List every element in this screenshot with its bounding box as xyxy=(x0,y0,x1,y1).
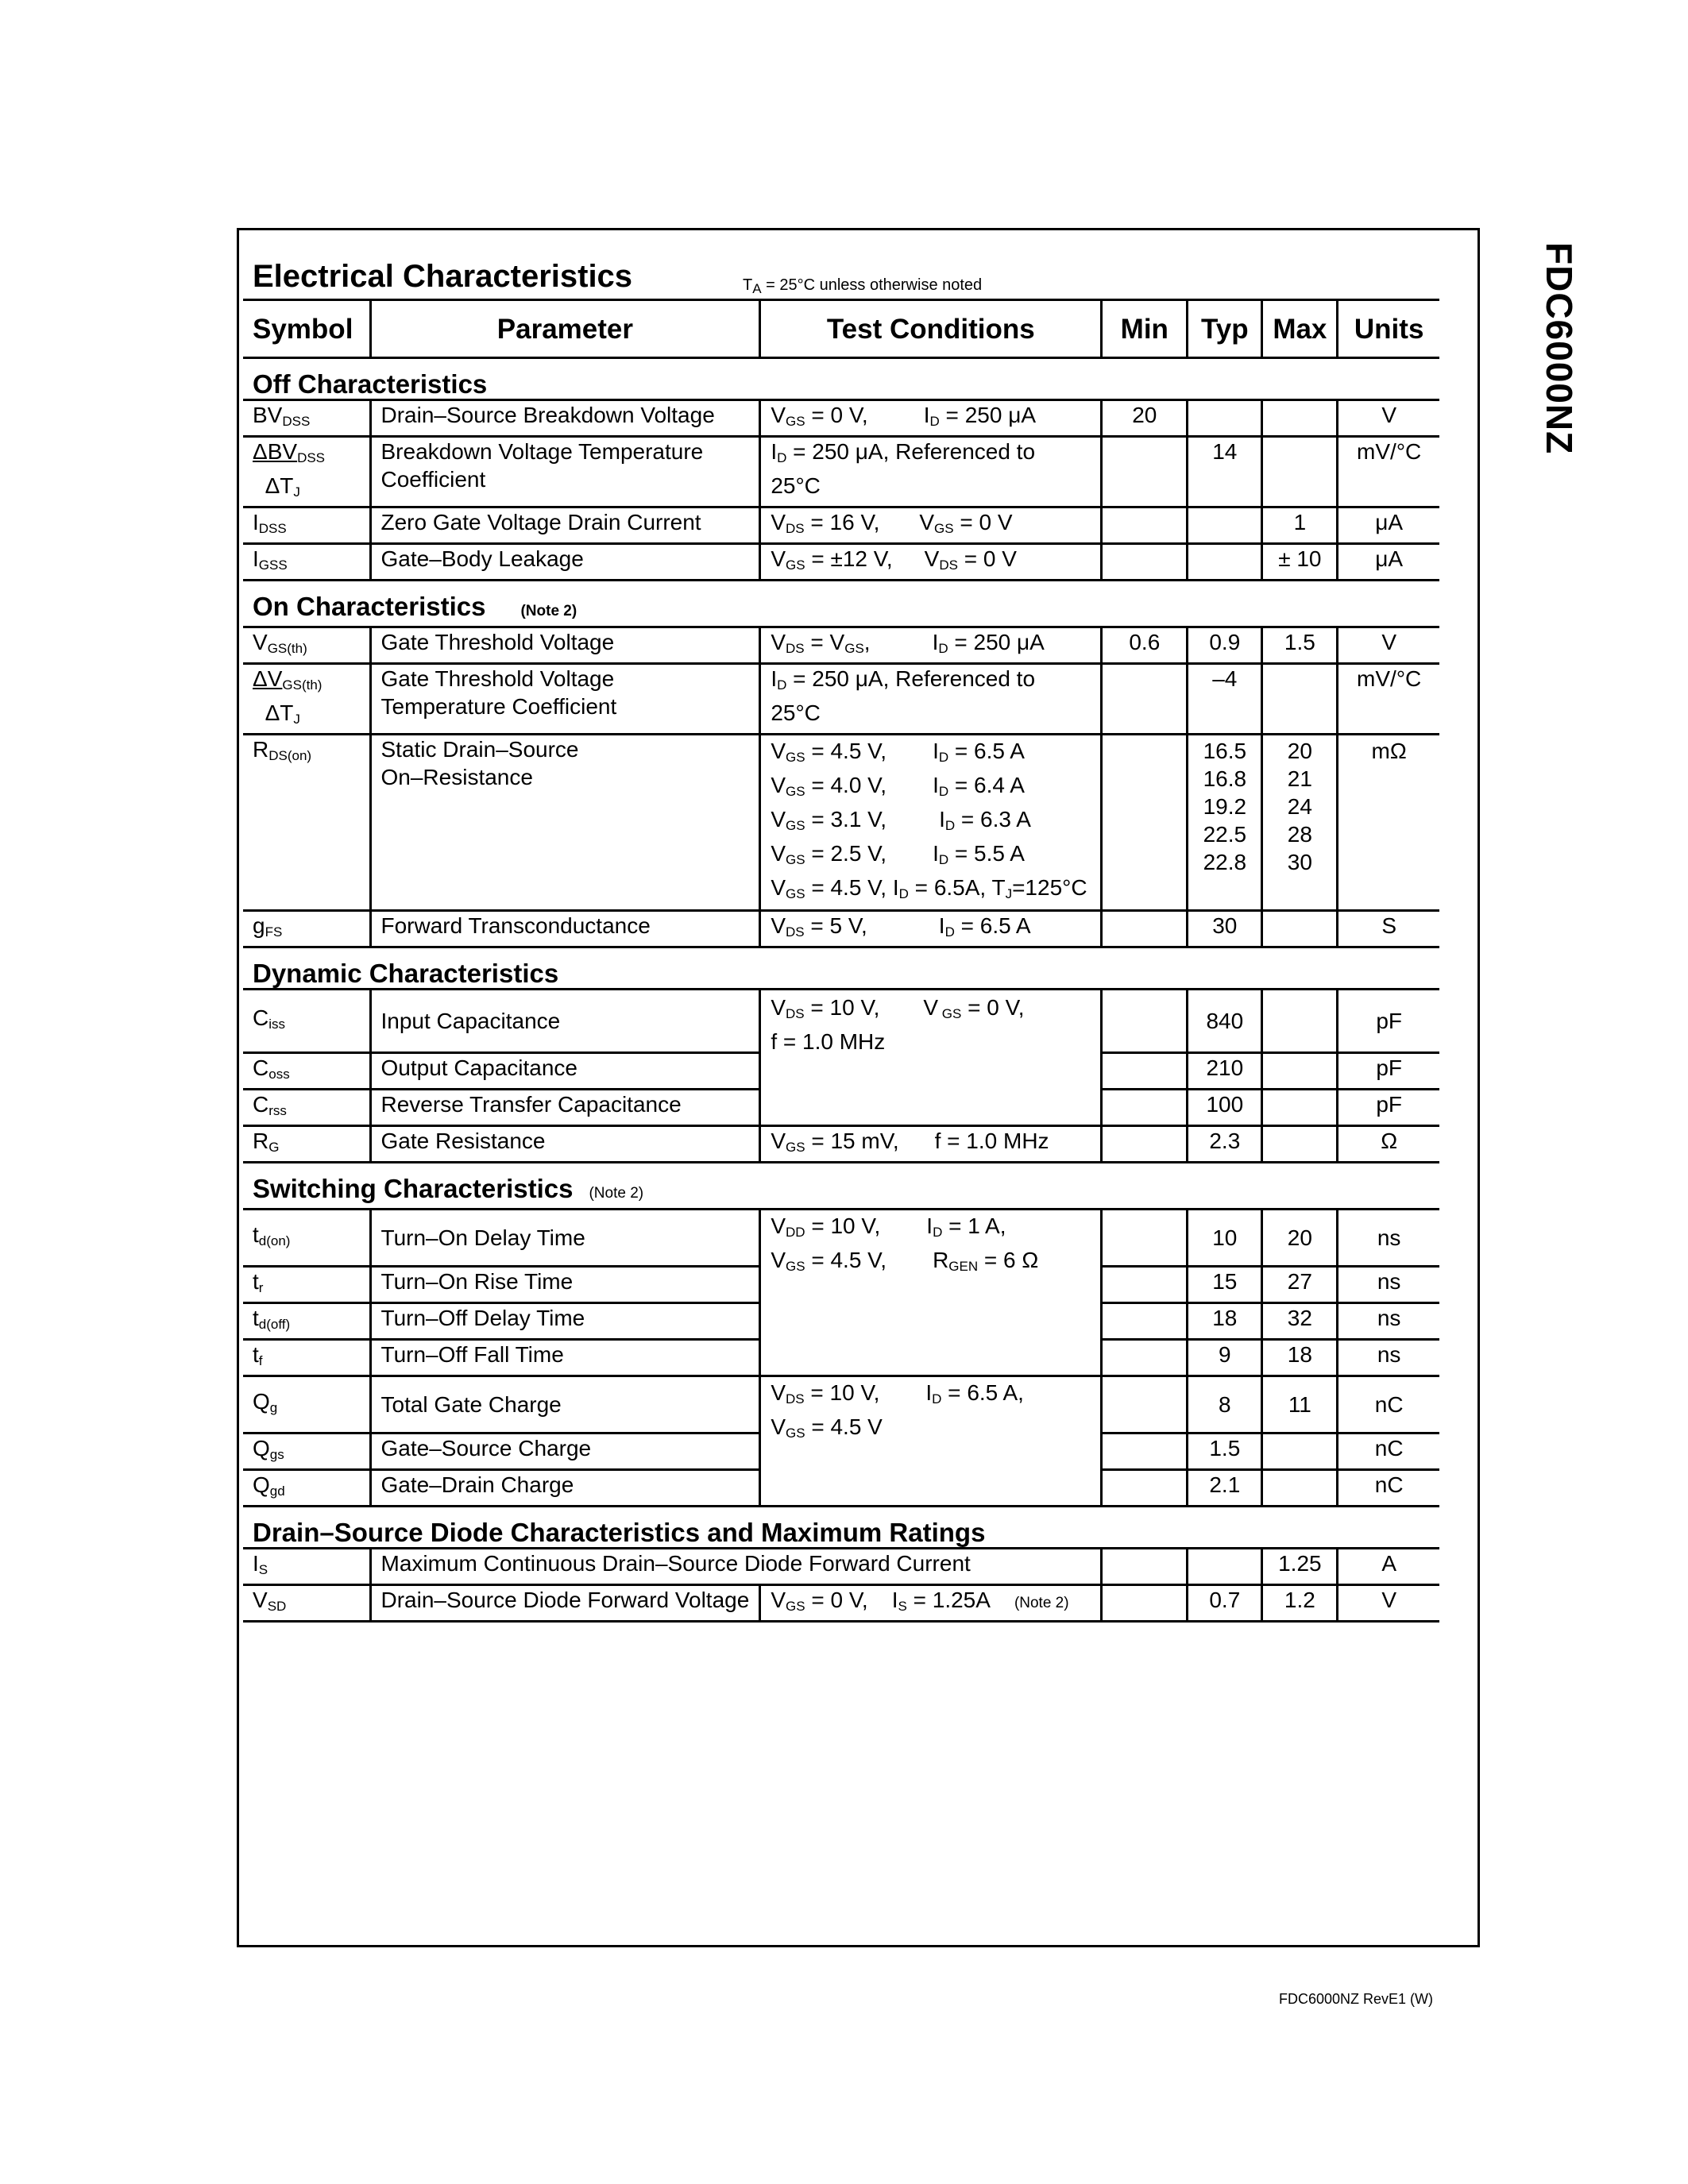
side-part-number: FDC6000NZ xyxy=(1539,242,1580,455)
section-off: Off Characteristics xyxy=(243,358,1439,400)
table-row: $Q_{gd}$ Gate–Drain Charge 2.1 nC xyxy=(243,1470,1439,1507)
table-row: $C_{oss}$ Output Capacitance 210 pF xyxy=(243,1053,1439,1090)
table-header-row xyxy=(243,300,1439,358)
header-test-conditions: Test Conditions xyxy=(760,300,1102,358)
section-switching: Switching Characteristics (Note 2) xyxy=(243,1163,1439,1210)
table-row: $t_r$ Turn–On Rise Time 15 27 ns xyxy=(243,1267,1439,1303)
table-row: $\Delta V_{GS(th)}$ $\Delta T_J$ Gate Threshold Voltage Temperature Coefficient $I_D = 250$ μA, Referenced to 25°C –4 mV/°C xyxy=(243,664,1439,735)
header-symbol: Symbol xyxy=(243,300,370,358)
section-dynamic: Dynamic Characteristics xyxy=(243,947,1439,990)
table-row: $g_{FS}$ Forward Transconductance $V_{DS} = 5$ V, $I_D = 6.5$ A 30 S xyxy=(243,911,1439,947)
table-row: $I_{DSS}$ Zero Gate Voltage Drain Current $V_{DS} = 16$ V, $V_{GS} = 0$ V 1 μA xyxy=(243,507,1439,544)
table-row: $t_f$ Turn–Off Fall Time 9 18 ns xyxy=(243,1340,1439,1376)
table-row: $R_{DS(on)}$ Static Drain–Source On–Resistance $V_{GS} = 4.5$ V, $I_D = 6.5$ A $V_{GS} = 4.0$ V, $I_D = 6.4$ A $V_{GS} = 3.1$ V, $I_D = 6.3$ A $V_{GS} = 2.5$ V, $I_D = 5.5$ A $V_{GS} = 4.5$ V, $I_D = 6.5A$, $T_J=125^\circ C$ 16.5 16.8 19.2 22.5 22.8 20 21 24 28 30 mΩ xyxy=(243,735,1439,911)
table-row: $C_{iss}$ Input Capacitance $V_{DS} = 10$ V, V $_{GS}$ = 0 V, f = 1.0 MHz 840 pF xyxy=(243,990,1439,1053)
table-row: $t_{d(on)}$ Turn–On Delay Time $V_{DD} = 10$ V, $I_D = 1$ A, $V_{GS} = 4.5$ V, $R_{GEN} = 6$ Ω 10 20 ns xyxy=(243,1210,1439,1267)
header-units: Units xyxy=(1338,300,1439,358)
section-on: On Characteristics (Note 2) xyxy=(243,581,1439,627)
electrical-characteristics-table xyxy=(243,299,1439,1623)
table-row: $\Delta BV_{DSS}$ $\Delta T_J$ Breakdown Voltage Temperature Coefficient $I_D = 250$ μA, Referenced to 25°C 14 mV/°C xyxy=(243,437,1439,507)
title-note: $T_A = 25^\circ C$ unless otherwise noted xyxy=(743,276,983,296)
table-row: $t_{d(off)}$ Turn–Off Delay Time 18 32 ns xyxy=(243,1303,1439,1340)
section-diode: Drain–Source Diode Characteristics and Maximum Ratings xyxy=(243,1507,1439,1549)
header-typ: Typ xyxy=(1188,300,1262,358)
table-row: $R_G$ Gate Resistance $V_{GS} = 15$ mV, f = 1.0 MHz 2.3 Ω xyxy=(243,1126,1439,1163)
table-row: $I_{GSS}$ Gate–Body Leakage $V_{GS} = \pm 12$ V, $V_{DS} = 0$ V ± 10 μA xyxy=(243,544,1439,581)
header-max: Max xyxy=(1262,300,1338,358)
table-row: $Q_g$ Total Gate Charge $V_{DS} = 10$ V, $I_D = 6.5$ A, $V_{GS} = 4.5$ V 8 11 nC xyxy=(243,1376,1439,1433)
table-row: $C_{rss}$ Reverse Transfer Capacitance 100 pF xyxy=(243,1090,1439,1126)
table-row: $BV_{DSS}$ Drain–Source Breakdown Voltage $V_{GS} = 0$ V, $I_D = 250$ μA 20 V xyxy=(243,400,1439,437)
section-title: Electrical Characteristics xyxy=(253,259,633,294)
table-row: $V_{GS(th)}$ Gate Threshold Voltage $V_{DS} = V_{GS}$, $I_D = 250$ μA 0.6 0.9 1.5 V xyxy=(243,627,1439,664)
header-min: Min xyxy=(1102,300,1188,358)
table-row: $Q_{gs}$ Gate–Source Charge 1.5 nC xyxy=(243,1433,1439,1470)
table-row: $V_{SD}$ Drain–Source Diode Forward Voltage $V_{GS} = 0$ V, $I_S = 1.25A$ (Note 2) 0.7 1.2 V xyxy=(243,1585,1439,1622)
table-row: $I_S$ Maximum Continuous Drain–Source Diode Forward Current 1.25 A xyxy=(243,1549,1439,1585)
header-parameter: Parameter xyxy=(370,300,760,358)
footer-revision: FDC6000NZ RevE1 (W) xyxy=(1279,1991,1434,2007)
